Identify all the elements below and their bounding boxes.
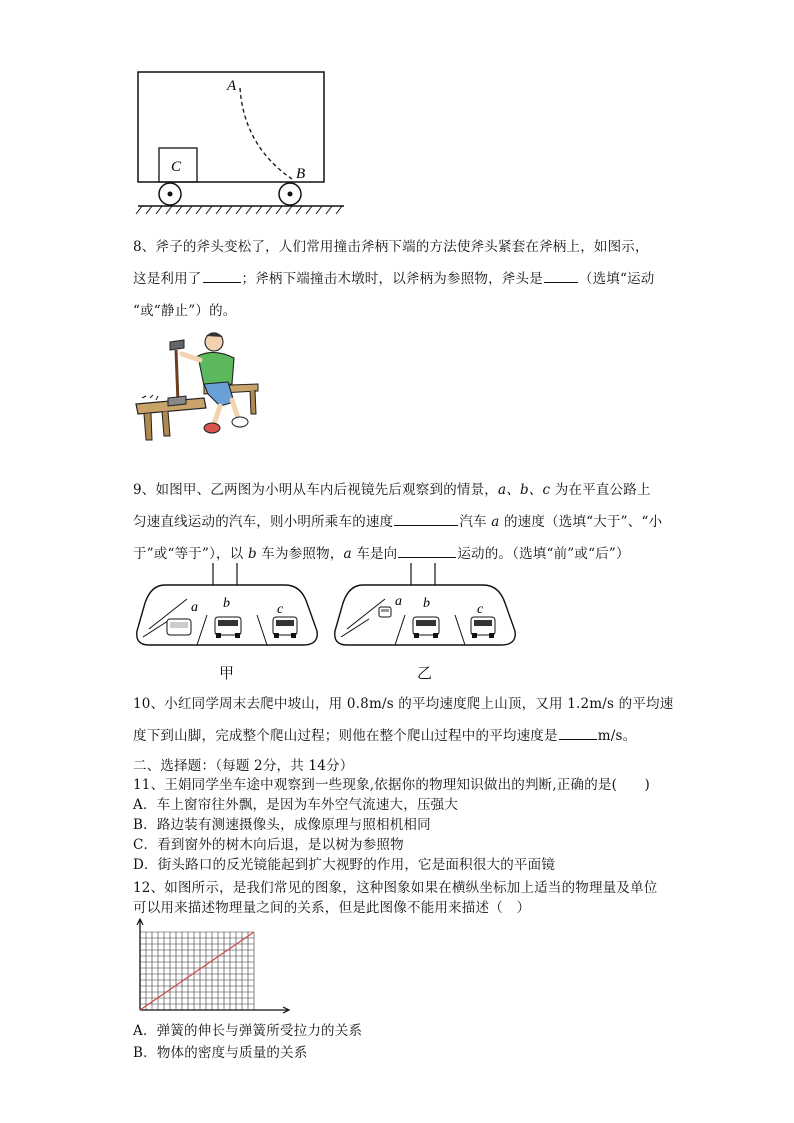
section-2-heading: 二、选择题：（每题 2分，共 14分） <box>133 758 354 774</box>
q11-stem: 11、王娟同学坐车途中观察到一些现象,依据你的物理知识做出的判断,正确的是( ) <box>133 777 650 793</box>
q9-blank-1[interactable] <box>394 513 458 526</box>
q8-blank-1[interactable] <box>203 270 241 283</box>
q10-line-2 <box>133 724 636 744</box>
q9-line-2 <box>133 510 662 530</box>
mirror-frame <box>335 585 515 645</box>
car-c-icon <box>273 617 297 638</box>
q10-text: 度下到山脚，完成整个爬山过程；则他在整个爬山过程中的平均速度是 <box>133 728 558 744</box>
cart-figure <box>132 66 352 218</box>
mirror-label-b: b <box>423 596 430 611</box>
q8-blank-2[interactable] <box>544 270 578 283</box>
axe-hammering-illustration <box>134 328 262 448</box>
mirror-label-a: a <box>395 594 402 609</box>
q9-text: 于”或“等于”），以 <box>133 546 248 562</box>
linear-graph-figure <box>132 918 292 1014</box>
q8-line-1: 8、斧子的斧头变松了，人们常用撞击斧柄下端的方法使斧头紧套在斧柄上，如图示， <box>133 239 649 255</box>
q12-line-2: 可以用来描述物理量之间的关系，但是此图像不能用来描述（ ） <box>133 900 531 916</box>
dashed-arc <box>240 88 292 179</box>
q9-line-3 <box>133 542 630 562</box>
q9-text: 运动的。（选填“前”或“后”） <box>457 546 630 562</box>
car-a-icon <box>167 619 191 635</box>
q9-text: 为在平直公路上 <box>550 482 651 498</box>
mirror-figure-right <box>333 563 517 653</box>
q8-text: 这是利用了 <box>133 271 202 287</box>
q11-option-a[interactable]: A．车上窗帘往外飘，是因为车外空气流速大，压强大 <box>133 797 459 813</box>
q11-option-b[interactable]: B．路边装有测速摄像头，成像原理与照相机相同 <box>133 817 431 833</box>
q9-var: a <box>343 546 352 562</box>
q8-text: ；斧柄下端撞击木墩时，以斧柄为参照物，斧头是 <box>241 271 543 287</box>
q9-text: 9、如图甲、乙两图为小明从车内后视镜先后观察到的情景， <box>133 482 498 498</box>
q8-line-2 <box>133 267 655 287</box>
caption-yi: 乙 <box>417 664 433 682</box>
car-c-icon <box>471 617 495 638</box>
car-b-icon <box>413 617 439 638</box>
q9-var: b <box>247 546 257 562</box>
q9-text: 车为参照物， <box>256 546 344 562</box>
q12-option-b[interactable]: B．物体的密度与质量的关系 <box>133 1045 308 1061</box>
q9-blank-2[interactable] <box>398 545 456 558</box>
mirror-label-c: c <box>277 602 284 617</box>
q12-option-a[interactable]: A．弹簧的伸长与弹簧所受拉力的关系 <box>133 1023 363 1039</box>
q9-var: a <box>491 514 500 530</box>
q11-option-c[interactable]: C．看到窗外的树木向后退，是以树为参照物 <box>133 837 404 853</box>
q9-text: 车是向 <box>351 546 398 562</box>
q10-blank[interactable] <box>559 727 597 740</box>
q11-option-d[interactable]: D．街头路口的反光镜能起到扩大视野的作用，它是面积很大的平面镜 <box>133 857 556 873</box>
label-b: B <box>296 166 306 182</box>
q9-text: 汽车 <box>459 514 492 530</box>
q8-line-3: “或“静止”）的。 <box>133 303 237 319</box>
car-a-icon <box>379 607 391 617</box>
mirror-figure-left <box>135 563 319 653</box>
car-b-icon <box>215 617 241 638</box>
label-c: C <box>171 159 182 175</box>
q12-line-1: 12、如图所示，是我们常见的图象，这种图象如果在横纵坐标加上适当的物理量及单位 <box>133 880 658 896</box>
label-a: A <box>227 78 237 94</box>
mirror-label-a: a <box>191 600 198 615</box>
mirror-label-c: c <box>477 602 484 617</box>
mirror-label-b: b <box>223 596 230 611</box>
q9-text: 的速度（选填“大于”、“小 <box>499 514 663 530</box>
q9-line-1 <box>133 478 651 498</box>
q9-var: a、b、c <box>498 482 551 498</box>
q8-text: （选填“运动 <box>578 271 655 287</box>
q9-text: 匀速直线运动的汽车，则小明所乘车的速度 <box>133 514 394 530</box>
q10-line-1: 10、小红同学周末去爬中坡山，用 0.8m/s 的平均速度爬上山顶，又用 1.2m/s 的平均速 <box>133 696 674 712</box>
q10-text: m/s。 <box>597 728 637 744</box>
mirror-frame <box>137 585 317 645</box>
caption-jia: 甲 <box>219 664 235 682</box>
